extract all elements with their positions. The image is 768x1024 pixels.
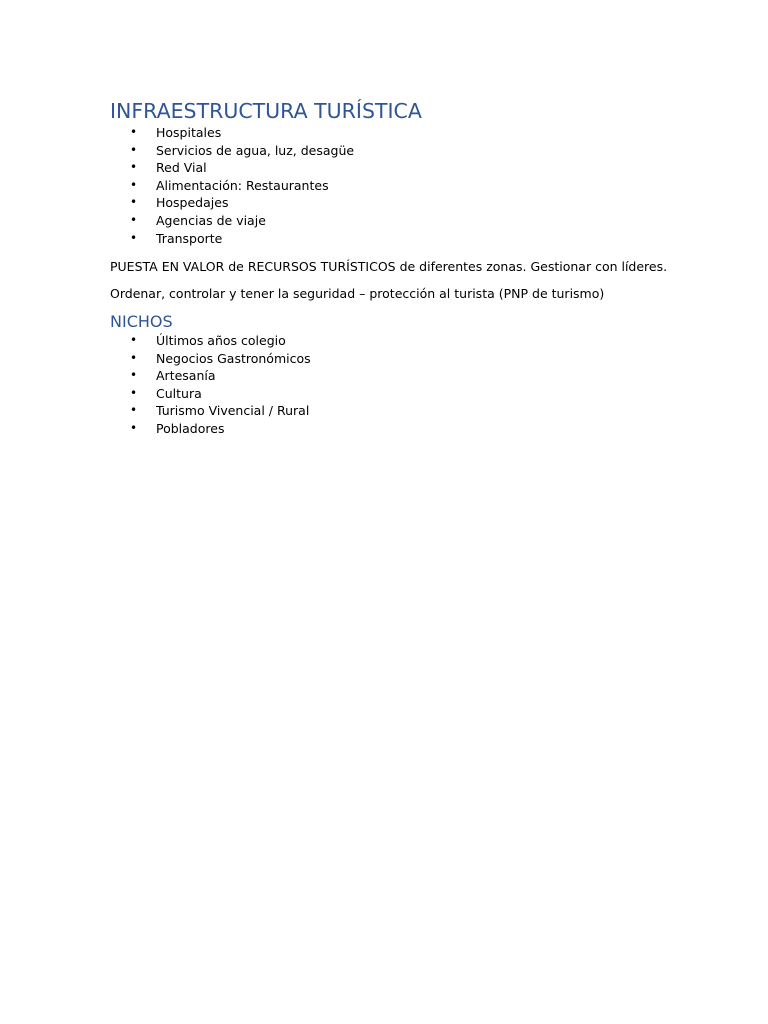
bullet-icon: • [130, 160, 138, 175]
bullet-icon: • [130, 230, 138, 245]
bullet-icon: • [130, 333, 138, 347]
list-item-text: Turismo Vivencial / Rural [156, 403, 310, 419]
bullet-icon: • [130, 177, 138, 192]
bullet-icon: • [130, 420, 138, 435]
list-item-text: Pobladores [156, 420, 225, 436]
list-item-text: Últimos años colegio [156, 333, 286, 348]
list-item-text: Cultura [156, 385, 202, 401]
list-item-text: Transporte [156, 230, 223, 246]
bullet-icon: • [130, 195, 138, 210]
bullet-icon: • [130, 125, 138, 139]
list-item-text: Agencias de viaje [156, 212, 266, 228]
list-item-text: Hospedajes [156, 195, 229, 211]
paragraph-seguridad-turista: Ordenar, controlar y tener la seguridad – protección al turista (PNP de turismo) [110, 286, 605, 301]
paragraph-puesta-en-valor: PUESTA EN VALOR de RECURSOS TURÍSTICOS de diferentes zonas. Gestionar con líderes. [110, 259, 668, 274]
list-item-text: Negocios Gastronómicos [156, 350, 311, 366]
bullet-icon: • [130, 350, 138, 365]
list-item-text: Hospitales [156, 125, 222, 140]
bullet-icon: • [130, 385, 138, 400]
bullet-icon: • [130, 142, 138, 157]
bullet-icon: • [130, 212, 138, 227]
list-item-text: Servicios de agua, luz, desagüe [156, 142, 355, 158]
heading-nichos: NICHOS [110, 312, 173, 331]
bullet-icon: • [130, 368, 138, 383]
list-item-text: Alimentación: Restaurantes [156, 177, 329, 193]
list-item-text: Artesanía [156, 368, 216, 384]
heading-infraestructura-turistica: INFRAESTRUCTURA TURÍSTICA [110, 99, 422, 123]
list-item-text: Red Vial [156, 160, 207, 176]
bullet-icon: • [130, 403, 138, 418]
